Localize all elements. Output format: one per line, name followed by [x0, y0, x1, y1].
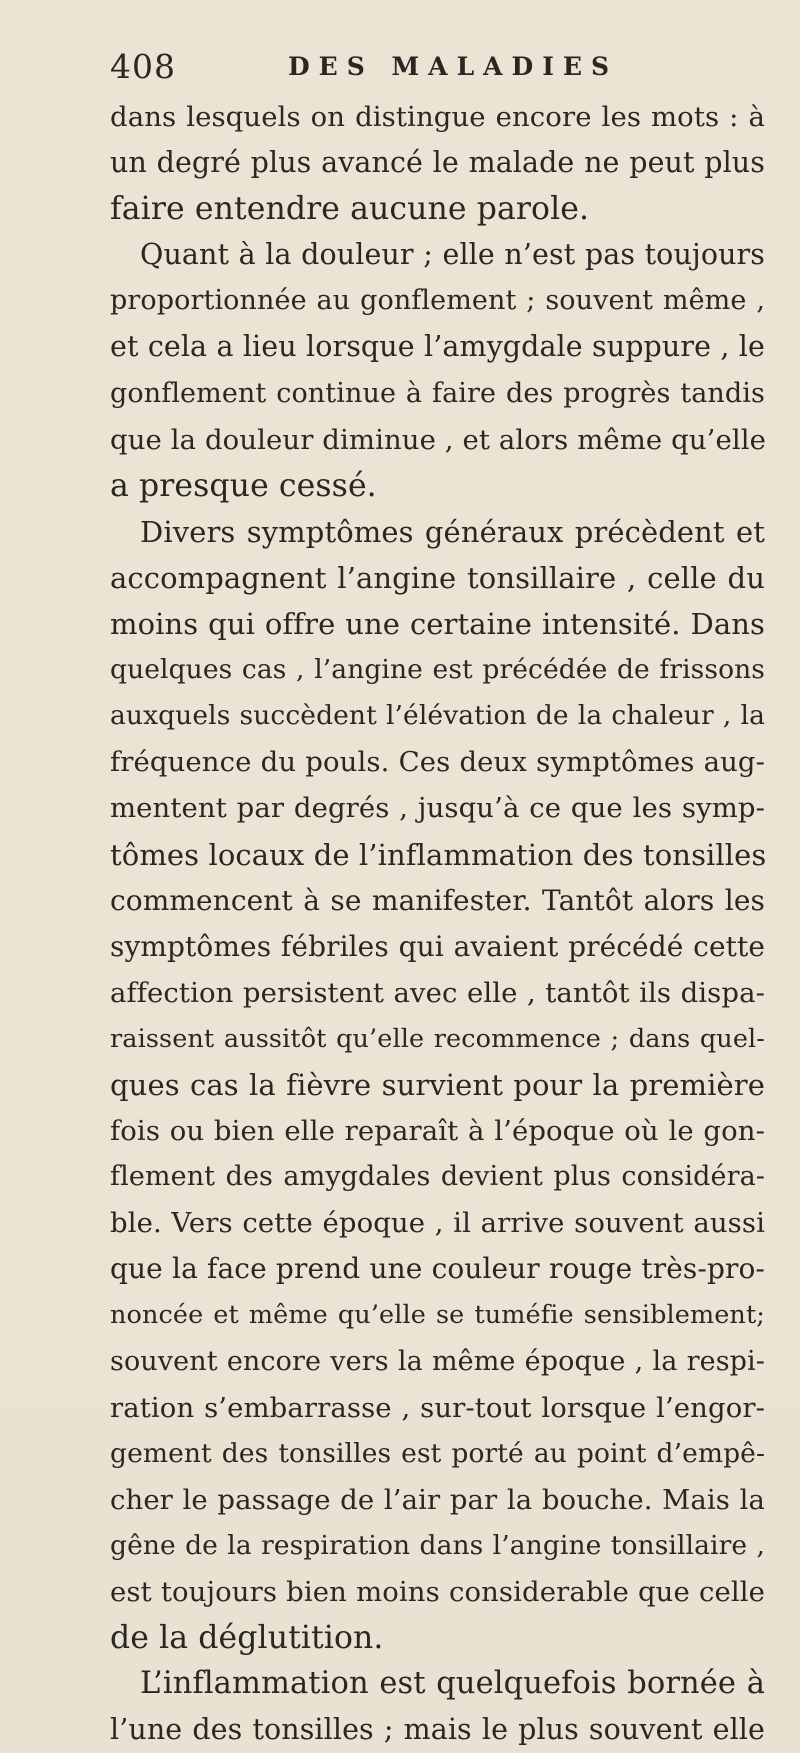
text-line: accompagnent l’angine tonsillaire , celle du [110, 560, 765, 595]
text-line: symptômes fébriles qui avaient précédé cette [110, 929, 765, 963]
text-line: que la douleur diminue , et alors même qu’elle [110, 423, 767, 456]
text-line: tômes locaux de l’inflammation des tonsilles [110, 837, 767, 872]
text-line: affection persistent avec elle , tantôt ils dispa- [110, 976, 765, 1009]
text-line: moins qui offre une certaine intensité. Dans [110, 607, 765, 642]
text-line: noncée et même qu’elle se tuméfie sensiblement; [110, 1300, 765, 1331]
text-line: gêne de la respiration dans l’angine tonsillaire , [110, 1529, 765, 1561]
body-text [110, 94, 765, 1753]
text-line: souvent encore vers la même époque , la respi- [110, 1345, 765, 1377]
text-line: fréquence du pouls. Ces deux symptômes aug- [110, 746, 765, 779]
text-line: ques cas la fièvre survient pour la première [110, 1067, 765, 1102]
text-line: dans lesquels on distingue encore les mots : à [110, 101, 765, 133]
text-line: faire entendre aucune parole. [110, 191, 590, 228]
text-line: est toujours bien moins considerable que celle [110, 1576, 765, 1608]
text-line: ration s’embarrasse , sur-tout lorsque l’engor- [110, 1391, 765, 1424]
text-line: raissent aussitôt qu’elle recommence ; dans quel- [110, 1023, 765, 1054]
running-title: DES MALADIES [288, 52, 619, 81]
text-line: L’inflammation est quelquefois bornée à [140, 1666, 765, 1702]
text-line: mentent par degrés , jusqu’à ce que les symp- [110, 792, 765, 825]
running-head [110, 44, 760, 94]
text-line: gonflement continue à faire des progrès tandis [110, 377, 765, 409]
text-line: l’une des tonsilles ; mais le plus souvent elle [110, 1713, 765, 1747]
text-line: proportionnée au gonflement ; souvent même , [110, 285, 765, 317]
text-line: Quant à la douleur ; elle n’est pas toujours [140, 238, 765, 272]
text-line: gement des tonsilles est porté au point d’empê- [110, 1437, 765, 1469]
text-line: a presque cessé. [110, 467, 377, 504]
page-number: 408 [110, 47, 176, 86]
text-line: et cela a lieu lorsque l’amygdale suppure , le [110, 330, 765, 364]
text-line: Divers symptômes généraux précèdent et [140, 514, 765, 549]
text-line: quelques cas , l’angine est précédée de frissons [110, 654, 765, 686]
text-line: fois ou bien elle reparaît à l’époque où le gon- [110, 1115, 765, 1148]
text-line: auxquels succèdent l’élévation de la chaleur , la [110, 700, 765, 732]
text-line: un degré plus avancé le malade ne peut plus [110, 146, 765, 180]
text-line: commencent à se manifester. Tantôt alors les [110, 883, 765, 917]
text-line: cher le passage de l’air par la bouche. Mais la [110, 1483, 765, 1516]
text-line: ble. Vers cette époque , il arrive souvent aussi [110, 1207, 765, 1240]
text-line: flement des amygdales devient plus considéra- [110, 1161, 765, 1193]
text-line: que la face prend une couleur rouge très-pro- [110, 1252, 765, 1286]
text-line: de la déglutition. [110, 1620, 384, 1657]
